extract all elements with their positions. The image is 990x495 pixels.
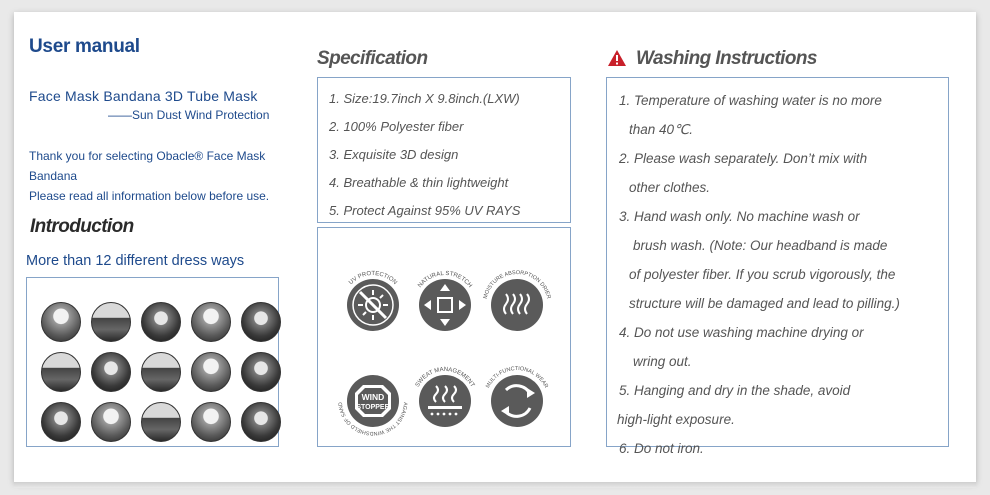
- sheet-shadow-edge: [14, 482, 976, 488]
- thank-you-text: [29, 146, 309, 206]
- wash-line: than 40℃.: [629, 122, 693, 137]
- specification-list: [317, 77, 571, 223]
- wearing-style-photo: [141, 302, 181, 342]
- multi-functional-icon: [480, 364, 554, 438]
- feature-label: UV PROTECTION: [348, 270, 398, 287]
- wash-line: 3. Hand wash only. No machine wash or: [619, 209, 860, 224]
- moisture-absorption-feature: [480, 268, 554, 342]
- wearing-style-photo: [41, 402, 81, 442]
- wearing-style-photo: [241, 302, 281, 342]
- spec-item: 5. Protect Against 95% UV RAYS: [329, 203, 521, 218]
- wearing-style-photo: [141, 402, 181, 442]
- svg-text:WIND: WIND: [361, 392, 385, 402]
- wearing-style-photo: [41, 352, 81, 392]
- product-title: Face Mask Bandana 3D Tube Mask: [29, 88, 258, 104]
- washing-instructions-heading: Washing Instructions: [636, 48, 817, 69]
- wearing-style-photo: [191, 302, 231, 342]
- product-subtitle: ——Sun Dust Wind Protection: [108, 108, 270, 122]
- spec-item: 1. Size:19.7inch X 9.8inch.(LXW): [329, 91, 520, 106]
- wash-line: 6. Do not iron.: [619, 441, 704, 456]
- sweat-management-icon: [408, 364, 482, 438]
- dress-ways-gallery: [26, 277, 279, 447]
- introduction-heading: Introduction: [30, 216, 134, 237]
- wash-line: brush wash. (Note: Our headband is made: [633, 238, 888, 253]
- wearing-style-photo: [91, 302, 131, 342]
- specification-heading: Specification: [317, 48, 428, 69]
- svg-text:STOPPER: STOPPER: [356, 404, 390, 411]
- wash-line: other clothes.: [629, 180, 711, 195]
- wind-stopper-feature: [336, 364, 410, 438]
- wearing-style-photo: [241, 402, 281, 442]
- wearing-style-photo: [91, 402, 131, 442]
- wash-line: wring out.: [633, 354, 692, 369]
- features-panel: [317, 227, 571, 447]
- spec-item: 4. Breathable & thin lightweight: [329, 175, 509, 190]
- wearing-style-photo: [141, 352, 181, 392]
- washing-instructions-list: [606, 77, 949, 456]
- user-manual-heading: User manual: [29, 36, 140, 57]
- wearing-style-photo: [191, 352, 231, 392]
- stretch-arrows-icon: [408, 268, 482, 342]
- wash-line: 2. Please wash separately. Don’t mix with: [619, 151, 868, 166]
- spec-item: 2. 100% Polyester fiber: [329, 119, 464, 134]
- wearing-style-photo: [91, 352, 131, 392]
- wearing-style-photo: [41, 302, 81, 342]
- feature-label: NATURAL STRETCH: [417, 270, 473, 290]
- warning-icon: [607, 49, 627, 67]
- feature-label: AGAINST THE WINDSHIELD OF SAND: [337, 401, 409, 437]
- wash-line: 4. Do not use washing machine drying or: [619, 325, 864, 340]
- wearing-style-photo: [191, 402, 231, 442]
- natural-stretch-feature: [408, 268, 482, 342]
- wash-line: high-light exposure.: [617, 412, 735, 427]
- wind-stopper-icon: [336, 364, 410, 438]
- wash-line: 5. Hanging and dry in the shade, avoid: [619, 383, 851, 398]
- multi-functional-feature: [480, 364, 554, 438]
- moisture-waves-icon: [480, 268, 554, 342]
- thanks-line: Bandana: [29, 169, 78, 183]
- feature-label: SWEAT MANAGEMENT: [414, 366, 476, 389]
- feature-label: MOISTURE ABSORPTION DRIER: [482, 269, 552, 300]
- wearing-style-photo: [241, 352, 281, 392]
- uv-protection-feature: [336, 268, 410, 342]
- thanks-line: Please read all information below before use.: [29, 189, 270, 203]
- feature-label: MULTI-FUNCTIONAL WEAR: [485, 365, 549, 390]
- dress-ways-caption: More than 12 different dress ways: [26, 253, 245, 269]
- wash-line: 1. Temperature of washing water is no more: [619, 93, 882, 108]
- wash-line: structure will be damaged and lead to pilling.): [629, 296, 900, 311]
- sweat-management-feature: [408, 364, 482, 438]
- thanks-line: Thank you for selecting Obacle® Face Mask: [29, 149, 266, 163]
- spec-item: 3. Exquisite 3D design: [329, 147, 459, 162]
- uv-sun-icon: [336, 268, 410, 342]
- wash-line: of polyester fiber. If you scrub vigorously, the: [629, 267, 896, 282]
